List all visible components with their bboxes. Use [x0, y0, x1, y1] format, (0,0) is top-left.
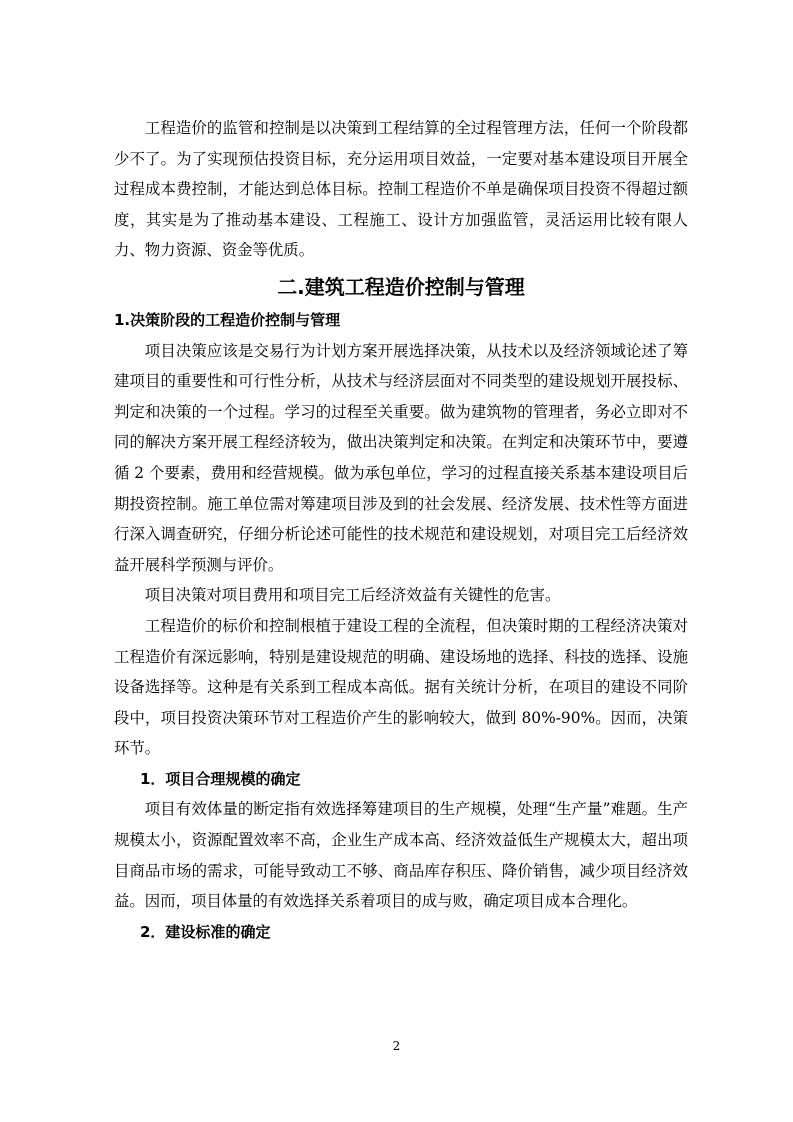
item-heading: 2．建设标准的确定: [140, 922, 271, 941]
subsection-heading: 1.决策阶段的工程造价控制与管理: [114, 310, 341, 329]
document-body: [114, 113, 688, 947]
paragraph: 项目决策应该是交易行为计划方案开展选择决策，从技术以及经济领域论述了筹建项目的重要性和可行性分析，从技术与经济层面对不同类型的建设规划开展投标、判定和决策的一个过程。学习的过程至关重要。做为建筑物的管理者，务必立即对不同的解决方案开展工程经济较为，做出决策判定和决策。在判定和决策环节中，要遵循 2 个要素，费用和经营规模。做为承包单位，学习的过程直接关系基本建设项目后期投资控制。施工单位需对筹建项目涉及到的社会发展、经济发展、技术性等方面进行深入调查研究，仔细分析论述可能性的技术规范和建设规划，对项目完工后经济效益开展科学预测与评价。: [114, 341, 688, 574]
page-number: 2: [392, 1039, 401, 1053]
intro-paragraph: 工程造价的监管和控制是以决策到工程结算的全过程管理方法，任何一个阶段都少不了。为了实现预估投资目标，充分运用项目效益，一定要对基本建设项目开展全过程成本费控制，才能达到总体目标。控制工程造价不单是确保项目投资不得超过额度，其实是为了推动基本建设、工程施工、设计方加强监管，灵活运用比较有限人力、物力资源、资金等优质。: [114, 119, 688, 260]
item-heading: 1．项目合理规模的确定: [140, 769, 301, 788]
paragraph: 工程造价的标价和控制根植于建设工程的全流程，但决策时期的工程经济决策对工程造价有深远影响，特别是建设规范的明确、建设场地的选择、科技的选择、设施设备选择等。这种是有关系到工程成本高低。据有关统计分析，在项目的建设不同阶段中，项目投资决策环节对工程造价产生的影响较大，做到 80%-90%。因而，决策环节。: [114, 616, 688, 758]
section-title: 二.建筑工程造价控制与管理: [277, 274, 525, 299]
paragraph: 项目决策对项目费用和项目完工后经济效益有关键性的危害。: [144, 586, 561, 605]
paragraph: 项目有效体量的断定指有效选择筹建项目的生产规模，处理“生产量”难题。生产规模太小，资源配置效率不高，企业生产成本高、经济效益低生产规模太大，超出项目商品市场的需求，可能导致动工不够、商品库存积压、降价销售，减少项目经济效益。因而，项目体量的有效选择关系着项目的成与败，确定项目成本合理化。: [114, 800, 688, 911]
